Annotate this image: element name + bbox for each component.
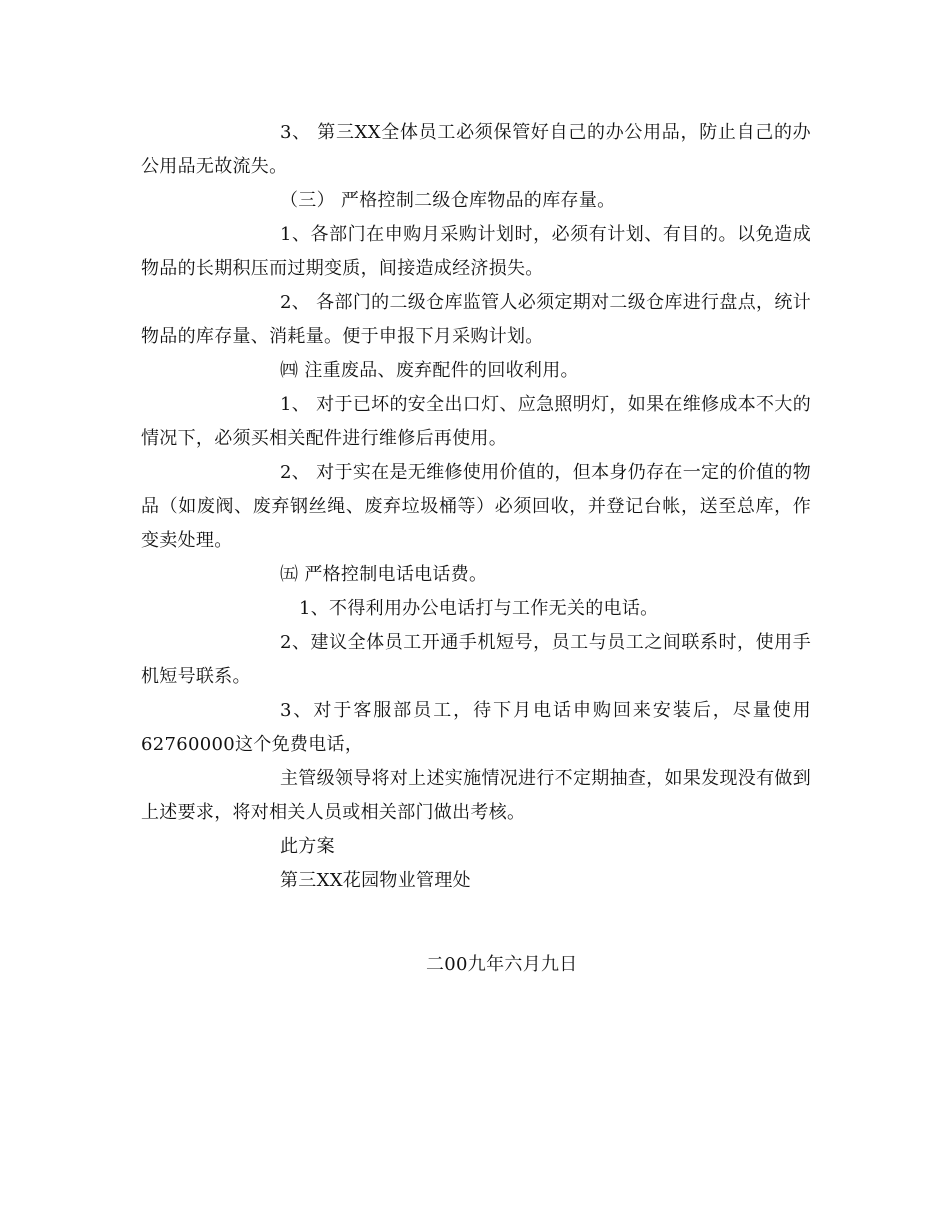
section-heading-5: ㈤ 严格控制电话电话费。 <box>280 564 488 585</box>
section-heading-4: ㈣ 注重废品、废弃配件的回收利用。 <box>280 360 579 381</box>
paragraph-item-2-warehouse-inventory: 2、 各部门的二级仓库监管人必须定期对二级仓库进行盘点，统计物品的库存量、消耗量。便于申报下月采购计划。 <box>141 292 811 347</box>
paragraph-item-1-exit-lights: 1、 对于已坏的安全出口灯、应急照明灯，如果在维修成本不大的情况下，必须买相关配件进行维修后再使用。 <box>141 394 811 449</box>
document-date: 二00九年六月九日 <box>426 954 578 975</box>
paragraph-item-2-recycling: 2、 对于实在是无维修使用价值的，但本身仍存在一定的价值的物品（如废阀、废弃钢丝绳、废弃垃圾桶等）必须回收，并登记台帐，送至总库，作变卖处理。 <box>141 462 811 551</box>
paragraph-inspection-note: 主管级领导将对上述实施情况进行不定期抽查，如果发现没有做到上述要求，将对相关人员或相关部门做出考核。 <box>141 768 811 823</box>
document-body <box>141 116 811 982</box>
signature-organization: 第三XX花园物业管理处 <box>280 870 471 891</box>
paragraph-item-3-free-phone: 3、对于客服部员工，待下月电话申购回来安装后，尽量使用62760000这个免费电话， <box>141 700 811 755</box>
blank-line <box>141 898 811 932</box>
closing-line: 此方案 <box>280 836 335 857</box>
blank-line-2 <box>141 932 811 948</box>
section-heading-3: （三） 严格控制二级仓库物品的库存量。 <box>280 190 616 211</box>
paragraph-item-1-phone-use: 1、不得利用办公电话打与工作无关的电话。 <box>299 598 659 619</box>
paragraph-item-3-office-supplies: 3、 第三XX全体员工必须保管好自己的办公用品，防止自己的办公用品无故流失。 <box>141 122 811 177</box>
paragraph-item-2-short-number: 2、建议全体员工开通手机短号，员工与员工之间联系时，使用手机短号联系。 <box>141 632 811 687</box>
paragraph-item-1-purchase-plan: 1、各部门在申购月采购计划时，必须有计划、有目的。以免造成物品的长期积压而过期变质，间接造成经济损失。 <box>141 224 811 279</box>
